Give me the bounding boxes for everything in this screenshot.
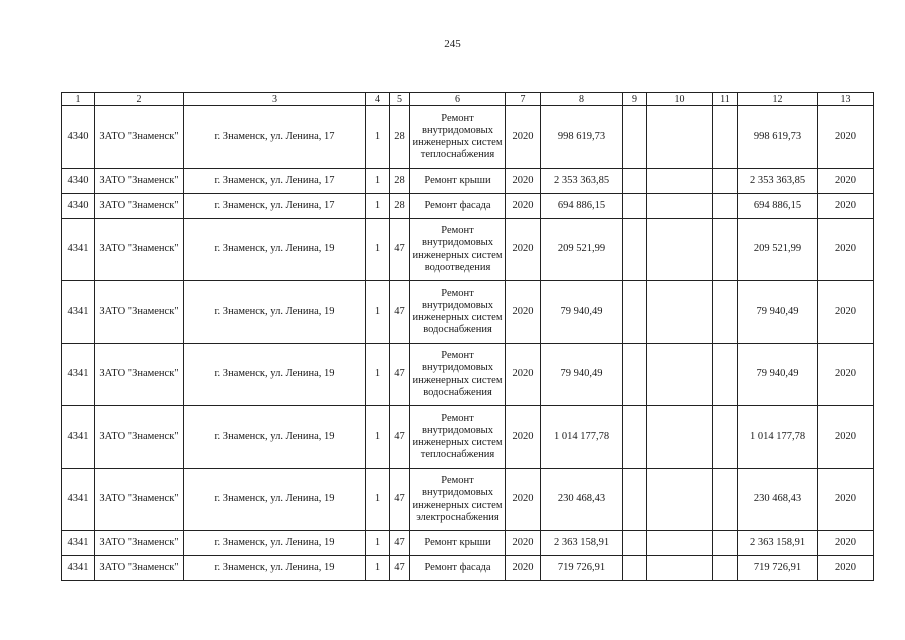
building-number-cell: 1	[366, 531, 390, 556]
cost-federal-cell	[623, 556, 647, 581]
cost-local-cell	[713, 556, 738, 581]
cost-local-cell	[713, 169, 738, 194]
cost-regional-cell	[647, 219, 713, 281]
apartment-count-cell: 28	[390, 106, 410, 169]
cost-owners-cell: 230 468,43	[738, 469, 818, 531]
start-year-cell: 2020	[506, 556, 541, 581]
row-id-cell: 4340	[62, 194, 95, 219]
column-header: 9	[623, 93, 647, 106]
row-id-cell: 4340	[62, 169, 95, 194]
apartment-count-cell: 47	[390, 344, 410, 406]
cost-federal-cell	[623, 344, 647, 406]
start-year-cell: 2020	[506, 106, 541, 169]
row-id-cell: 4341	[62, 219, 95, 281]
work-type-cell: Ремонт внутридомовых инженерных систем водоотведения	[410, 219, 506, 281]
cost-local-cell	[713, 219, 738, 281]
total-cost-cell: 998 619,73	[541, 106, 623, 169]
apartment-count-cell: 28	[390, 169, 410, 194]
start-year-cell: 2020	[506, 531, 541, 556]
cost-local-cell	[713, 194, 738, 219]
municipality-cell: ЗАТО "Знаменск"	[95, 219, 184, 281]
end-year-cell: 2020	[818, 556, 874, 581]
cost-owners-cell: 2 353 363,85	[738, 169, 818, 194]
table-row	[62, 169, 874, 194]
total-cost-cell: 209 521,99	[541, 219, 623, 281]
end-year-cell: 2020	[818, 194, 874, 219]
address-cell: г. Знаменск, ул. Ленина, 19	[184, 556, 366, 581]
work-type-cell: Ремонт внутридомовых инженерных систем водоснабжения	[410, 281, 506, 344]
cost-regional-cell	[647, 281, 713, 344]
address-cell: г. Знаменск, ул. Ленина, 19	[184, 281, 366, 344]
cost-federal-cell	[623, 531, 647, 556]
cost-federal-cell	[623, 281, 647, 344]
total-cost-cell: 79 940,49	[541, 344, 623, 406]
total-cost-cell: 230 468,43	[541, 469, 623, 531]
column-header: 8	[541, 93, 623, 106]
cost-federal-cell	[623, 406, 647, 469]
table-row	[62, 469, 874, 531]
work-type-cell: Ремонт внутридомовых инженерных систем водоснабжения	[410, 344, 506, 406]
total-cost-cell: 79 940,49	[541, 281, 623, 344]
total-cost-cell: 2 353 363,85	[541, 169, 623, 194]
end-year-cell: 2020	[818, 281, 874, 344]
cost-owners-cell: 719 726,91	[738, 556, 818, 581]
cost-local-cell	[713, 469, 738, 531]
column-header: 4	[366, 93, 390, 106]
column-header: 5	[390, 93, 410, 106]
address-cell: г. Знаменск, ул. Ленина, 19	[184, 406, 366, 469]
end-year-cell: 2020	[818, 106, 874, 169]
municipality-cell: ЗАТО "Знаменск"	[95, 106, 184, 169]
address-cell: г. Знаменск, ул. Ленина, 17	[184, 169, 366, 194]
end-year-cell: 2020	[818, 469, 874, 531]
apartment-count-cell: 47	[390, 281, 410, 344]
row-id-cell: 4341	[62, 406, 95, 469]
municipality-cell: ЗАТО "Знаменск"	[95, 469, 184, 531]
building-number-cell: 1	[366, 194, 390, 219]
municipality-cell: ЗАТО "Знаменск"	[95, 194, 184, 219]
building-number-cell: 1	[366, 169, 390, 194]
row-id-cell: 4341	[62, 556, 95, 581]
column-number-row	[62, 93, 874, 106]
table-row	[62, 219, 874, 281]
cost-federal-cell	[623, 169, 647, 194]
cost-local-cell	[713, 406, 738, 469]
total-cost-cell: 1 014 177,78	[541, 406, 623, 469]
row-id-cell: 4341	[62, 344, 95, 406]
work-type-cell: Ремонт внутридомовых инженерных систем электроснабжения	[410, 469, 506, 531]
cost-regional-cell	[647, 469, 713, 531]
cost-regional-cell	[647, 531, 713, 556]
table-row	[62, 281, 874, 344]
cost-owners-cell: 209 521,99	[738, 219, 818, 281]
address-cell: г. Знаменск, ул. Ленина, 17	[184, 194, 366, 219]
building-number-cell: 1	[366, 406, 390, 469]
cost-owners-cell: 1 014 177,78	[738, 406, 818, 469]
column-header: 6	[410, 93, 506, 106]
municipality-cell: ЗАТО "Знаменск"	[95, 344, 184, 406]
total-cost-cell: 694 886,15	[541, 194, 623, 219]
column-header: 12	[738, 93, 818, 106]
apartment-count-cell: 28	[390, 194, 410, 219]
start-year-cell: 2020	[506, 344, 541, 406]
cost-owners-cell: 79 940,49	[738, 281, 818, 344]
row-id-cell: 4341	[62, 469, 95, 531]
municipality-cell: ЗАТО "Знаменск"	[95, 406, 184, 469]
table-row	[62, 344, 874, 406]
cost-owners-cell: 694 886,15	[738, 194, 818, 219]
end-year-cell: 2020	[818, 219, 874, 281]
work-type-cell: Ремонт крыши	[410, 169, 506, 194]
cost-federal-cell	[623, 194, 647, 219]
address-cell: г. Знаменск, ул. Ленина, 19	[184, 344, 366, 406]
address-cell: г. Знаменск, ул. Ленина, 19	[184, 219, 366, 281]
row-id-cell: 4341	[62, 531, 95, 556]
total-cost-cell: 719 726,91	[541, 556, 623, 581]
end-year-cell: 2020	[818, 531, 874, 556]
cost-owners-cell: 79 940,49	[738, 344, 818, 406]
table-row	[62, 106, 874, 169]
cost-regional-cell	[647, 406, 713, 469]
start-year-cell: 2020	[506, 194, 541, 219]
cost-federal-cell	[623, 219, 647, 281]
column-header: 11	[713, 93, 738, 106]
end-year-cell: 2020	[818, 406, 874, 469]
work-type-cell: Ремонт фасада	[410, 194, 506, 219]
cost-regional-cell	[647, 556, 713, 581]
repair-registry-table	[61, 92, 874, 581]
cost-local-cell	[713, 344, 738, 406]
cost-local-cell	[713, 281, 738, 344]
address-cell: г. Знаменск, ул. Ленина, 17	[184, 106, 366, 169]
cost-local-cell	[713, 106, 738, 169]
apartment-count-cell: 47	[390, 531, 410, 556]
column-header: 10	[647, 93, 713, 106]
cost-regional-cell	[647, 169, 713, 194]
column-header: 7	[506, 93, 541, 106]
start-year-cell: 2020	[506, 469, 541, 531]
column-header: 1	[62, 93, 95, 106]
start-year-cell: 2020	[506, 406, 541, 469]
work-type-cell: Ремонт внутридомовых инженерных систем теплоснабжения	[410, 406, 506, 469]
start-year-cell: 2020	[506, 281, 541, 344]
total-cost-cell: 2 363 158,91	[541, 531, 623, 556]
cost-local-cell	[713, 531, 738, 556]
table-row	[62, 406, 874, 469]
column-header: 2	[95, 93, 184, 106]
table-row	[62, 194, 874, 219]
apartment-count-cell: 47	[390, 406, 410, 469]
cost-owners-cell: 998 619,73	[738, 106, 818, 169]
cost-regional-cell	[647, 344, 713, 406]
cost-owners-cell: 2 363 158,91	[738, 531, 818, 556]
column-header: 3	[184, 93, 366, 106]
table-row	[62, 531, 874, 556]
municipality-cell: ЗАТО "Знаменск"	[95, 556, 184, 581]
cost-regional-cell	[647, 194, 713, 219]
apartment-count-cell: 47	[390, 469, 410, 531]
address-cell: г. Знаменск, ул. Ленина, 19	[184, 531, 366, 556]
table-row	[62, 556, 874, 581]
apartment-count-cell: 47	[390, 556, 410, 581]
column-header: 13	[818, 93, 874, 106]
municipality-cell: ЗАТО "Знаменск"	[95, 531, 184, 556]
cost-federal-cell	[623, 106, 647, 169]
end-year-cell: 2020	[818, 169, 874, 194]
start-year-cell: 2020	[506, 169, 541, 194]
municipality-cell: ЗАТО "Знаменск"	[95, 169, 184, 194]
municipality-cell: ЗАТО "Знаменск"	[95, 281, 184, 344]
page-number: 245	[444, 38, 461, 50]
building-number-cell: 1	[366, 556, 390, 581]
start-year-cell: 2020	[506, 219, 541, 281]
building-number-cell: 1	[366, 469, 390, 531]
address-cell: г. Знаменск, ул. Ленина, 19	[184, 469, 366, 531]
cost-federal-cell	[623, 469, 647, 531]
row-id-cell: 4341	[62, 281, 95, 344]
work-type-cell: Ремонт крыши	[410, 531, 506, 556]
apartment-count-cell: 47	[390, 219, 410, 281]
building-number-cell: 1	[366, 219, 390, 281]
end-year-cell: 2020	[818, 344, 874, 406]
building-number-cell: 1	[366, 344, 390, 406]
building-number-cell: 1	[366, 281, 390, 344]
work-type-cell: Ремонт фасада	[410, 556, 506, 581]
row-id-cell: 4340	[62, 106, 95, 169]
work-type-cell: Ремонт внутридомовых инженерных систем теплоснабжения	[410, 106, 506, 169]
cost-regional-cell	[647, 106, 713, 169]
building-number-cell: 1	[366, 106, 390, 169]
